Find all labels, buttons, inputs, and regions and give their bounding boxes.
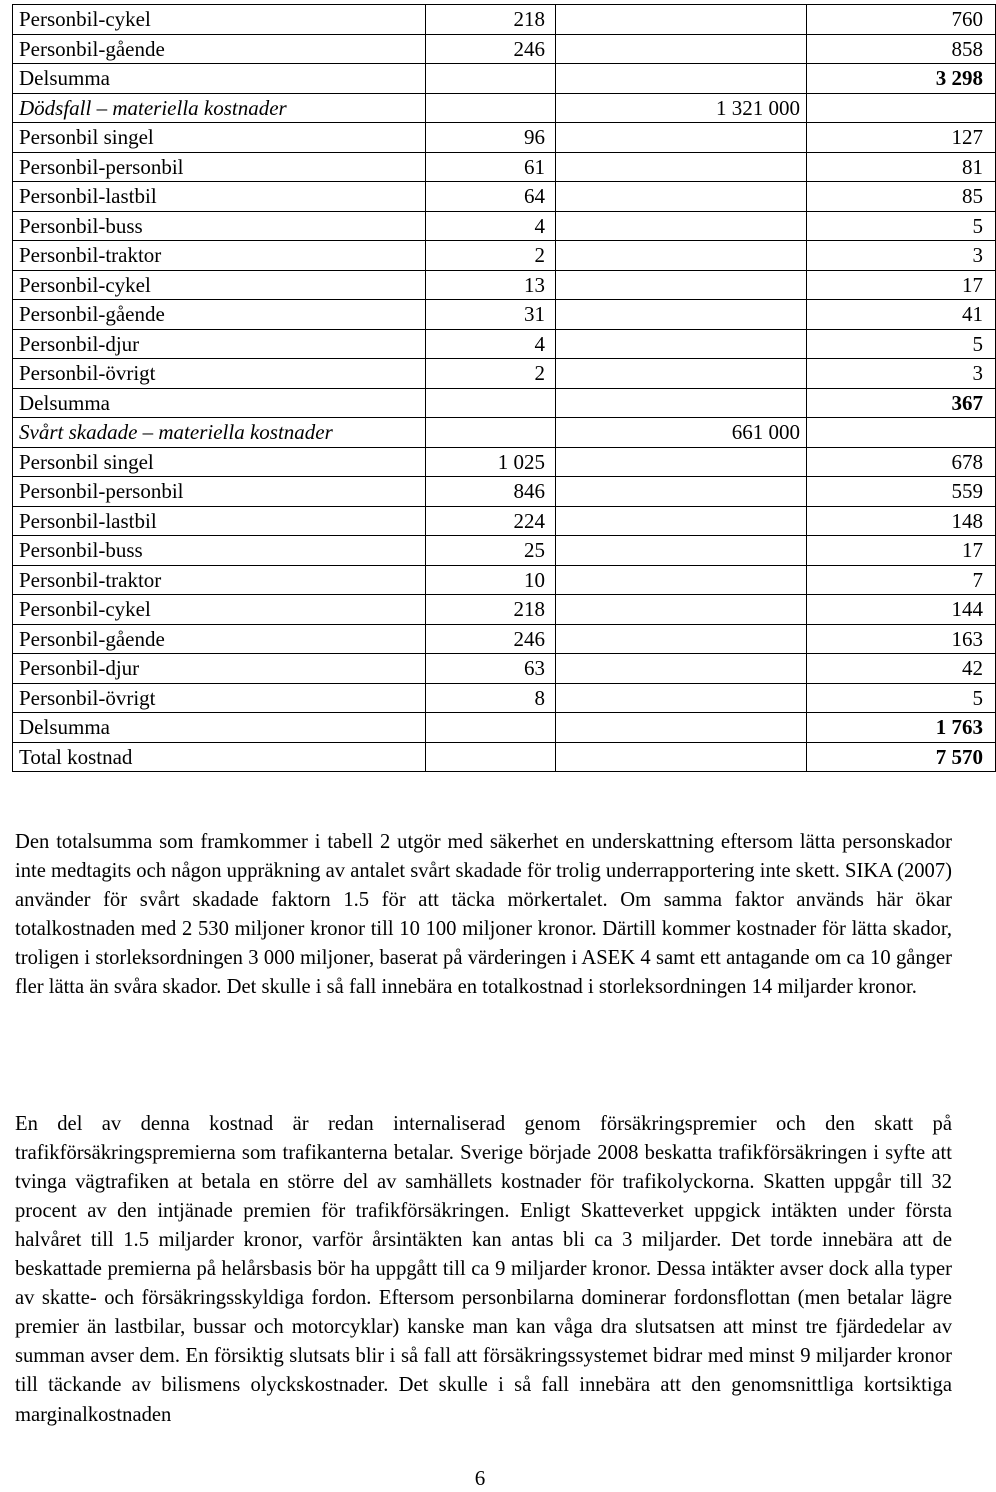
count-cell: 2 [426,359,556,389]
count-cell [426,64,556,94]
cost-cell: 85 [807,182,996,212]
count-cell [426,93,556,123]
count-cell [426,388,556,418]
unit-cost-cell [556,654,807,684]
cost-table-body [13,5,996,772]
cost-cell: 163 [807,624,996,654]
cost-cell: 367 [807,388,996,418]
count-cell: 246 [426,624,556,654]
unit-cost-cell [556,447,807,477]
cost-cell: 1 763 [807,713,996,743]
count-cell: 1 025 [426,447,556,477]
row-label: Personbil-övrigt [13,359,426,389]
row-label: Personbil-traktor [13,241,426,271]
paragraph-underestimate: Den totalsumma som framkommer i tabell 2 utgör med säkerhet en underskattning eftersom lätta personskador inte medtagits och någon uppräkning av antalet svårt skadade för trolig underrapportering inte skett. SIKA (2007) använder för svårt skadade faktorn 1.5 för att täcka mörkertalet. Om samma faktor används här ökar totalkostnaden med 2 530 miljoner kronor till 10 100 miljoner kronor. Därtill kommer kostnader för lätta skador, troligen i storleksordningen 3 000 miljoner, baserat på värderingen i ASEK 4 samt ett antagande om ca 10 gånger fler lätta än svåra skador. Det skulle i så fall innebära en totalkostnad i storleksordningen 14 miljarder kronor. [15,830,952,999]
unit-cost-cell [556,595,807,625]
row-label: Svårt skadade – materiella kostnader [13,418,426,448]
cost-cell: 7 [807,565,996,595]
unit-cost-cell [556,565,807,595]
count-cell [426,418,556,448]
count-cell: 224 [426,506,556,536]
row-label: Personbil-personbil [13,152,426,182]
count-cell [426,713,556,743]
unit-cost-cell [556,624,807,654]
unit-cost-cell [556,211,807,241]
row-label: Delsumma [13,388,426,418]
count-cell: 846 [426,477,556,507]
cost-cell: 678 [807,447,996,477]
row-label: Personbil-cykel [13,270,426,300]
table-row [13,654,996,684]
cost-cell: 5 [807,211,996,241]
count-cell: 96 [426,123,556,153]
table-row [13,241,996,271]
cost-cell: 7 570 [807,742,996,772]
count-cell: 8 [426,683,556,713]
count-cell: 64 [426,182,556,212]
cost-cell: 559 [807,477,996,507]
total-row [13,742,996,772]
table-row [13,5,996,35]
row-label: Personbil-cykel [13,5,426,35]
row-label: Delsumma [13,64,426,94]
count-cell: 246 [426,34,556,64]
row-label: Personbil-buss [13,536,426,566]
row-label: Personbil-lastbil [13,182,426,212]
row-label: Personbil-övrigt [13,683,426,713]
unit-cost-cell [556,388,807,418]
count-cell: 4 [426,329,556,359]
section-header-row [13,93,996,123]
cost-cell: 3 [807,359,996,389]
cost-cell: 760 [807,5,996,35]
unit-cost-cell [556,152,807,182]
cost-cell: 3 298 [807,64,996,94]
unit-cost-cell [556,34,807,64]
unit-cost-cell [556,5,807,35]
unit-cost-cell [556,742,807,772]
cost-cell: 17 [807,270,996,300]
row-label: Personbil-gående [13,300,426,330]
cost-cell: 17 [807,536,996,566]
table-row [13,447,996,477]
count-cell: 25 [426,536,556,566]
unit-cost-cell [556,329,807,359]
unit-cost-cell [556,64,807,94]
unit-cost-cell [556,123,807,153]
unit-cost-cell [556,359,807,389]
row-label: Personbil singel [13,123,426,153]
page-number: 6 [474,1466,486,1490]
count-cell: 4 [426,211,556,241]
cost-cell: 81 [807,152,996,182]
cost-cell: 5 [807,683,996,713]
table-row [13,182,996,212]
table-row [13,683,996,713]
section-header-row [13,418,996,448]
row-label: Personbil-lastbil [13,506,426,536]
cost-table [12,4,996,772]
cost-cell: 858 [807,34,996,64]
table-row [13,152,996,182]
count-cell [426,742,556,772]
count-cell: 10 [426,565,556,595]
unit-cost-cell [556,182,807,212]
cost-cell [807,418,996,448]
subtotal-row [13,64,996,94]
cost-cell: 5 [807,329,996,359]
table-row [13,477,996,507]
cost-cell: 42 [807,654,996,684]
unit-cost-cell [556,300,807,330]
unit-cost-cell: 1 321 000 [556,93,807,123]
count-cell: 63 [426,654,556,684]
table-row [13,536,996,566]
row-label: Total kostnad [13,742,426,772]
count-cell: 218 [426,595,556,625]
unit-cost-cell: 661 000 [556,418,807,448]
unit-cost-cell [556,506,807,536]
row-label: Personbil-djur [13,654,426,684]
row-label: Personbil-gående [13,34,426,64]
table-row [13,300,996,330]
unit-cost-cell [556,536,807,566]
row-label: Personbil-personbil [13,477,426,507]
unit-cost-cell [556,477,807,507]
table-row [13,329,996,359]
table-row [13,359,996,389]
unit-cost-cell [556,270,807,300]
unit-cost-cell [556,713,807,743]
table-row [13,123,996,153]
table-row [13,506,996,536]
row-label: Personbil-cykel [13,595,426,625]
subtotal-row [13,713,996,743]
table-row [13,624,996,654]
cost-cell [807,93,996,123]
count-cell: 218 [426,5,556,35]
cost-cell: 148 [807,506,996,536]
count-cell: 61 [426,152,556,182]
table-row [13,34,996,64]
cost-cell: 41 [807,300,996,330]
row-label: Personbil-djur [13,329,426,359]
count-cell: 13 [426,270,556,300]
row-label: Personbil-buss [13,211,426,241]
count-cell: 2 [426,241,556,271]
row-label: Personbil-traktor [13,565,426,595]
table-row [13,211,996,241]
cost-cell: 144 [807,595,996,625]
cost-cell: 3 [807,241,996,271]
row-label: Personbil singel [13,447,426,477]
row-label: Delsumma [13,713,426,743]
count-cell: 31 [426,300,556,330]
row-label: Personbil-gående [13,624,426,654]
cost-cell: 127 [807,123,996,153]
table-row [13,595,996,625]
paragraph-insurance-tax: En del av denna kostnad är redan internaliserad genom försäkringspremier och den skatt på trafikförsäkringspremierna som trafikanterna betalar. Sverige började 2008 beskatta trafikförsäkringen i syfte att tvinga vägtrafiken at betala en större del av samhällets kostnader för trafikolyckorna. Skatten uppgår till 32 procent av den intjänade premien för trafikförsäkringen. Enligt Skatteverket uppgick intäkten under första halvåret till 1.5 miljarder kronor, varför årsintäkten kan antas bli ca 3 miljarder. Det torde innebära att de beskattade premierna på helårsbasis bör ha uppgått till ca 9 miljarder kronor. Dessa intäkter avser dock alla typer av skatte- och försäkringsskyldiga fordon. Eftersom personbilarna dominerar fordonsflottan (men betalar lägre premier än lastbilar, bussar och motorcyklar) kanske man kan våga dra slutsatsen att minst tre fjärdedelar av summan avser dem. En försiktig slutsats blir i så fall att försäkringssystemet bidrar med minst 9 miljarder kronor till täckande av bilismens olyckskostnader. Det skulle i så fall innebära att den genomsnittliga kortsiktiga marginalkostnaden [15,1112,952,1426]
table-row [13,565,996,595]
unit-cost-cell [556,241,807,271]
subtotal-row [13,388,996,418]
table-row [13,270,996,300]
row-label: Dödsfall – materiella kostnader [13,93,426,123]
unit-cost-cell [556,683,807,713]
